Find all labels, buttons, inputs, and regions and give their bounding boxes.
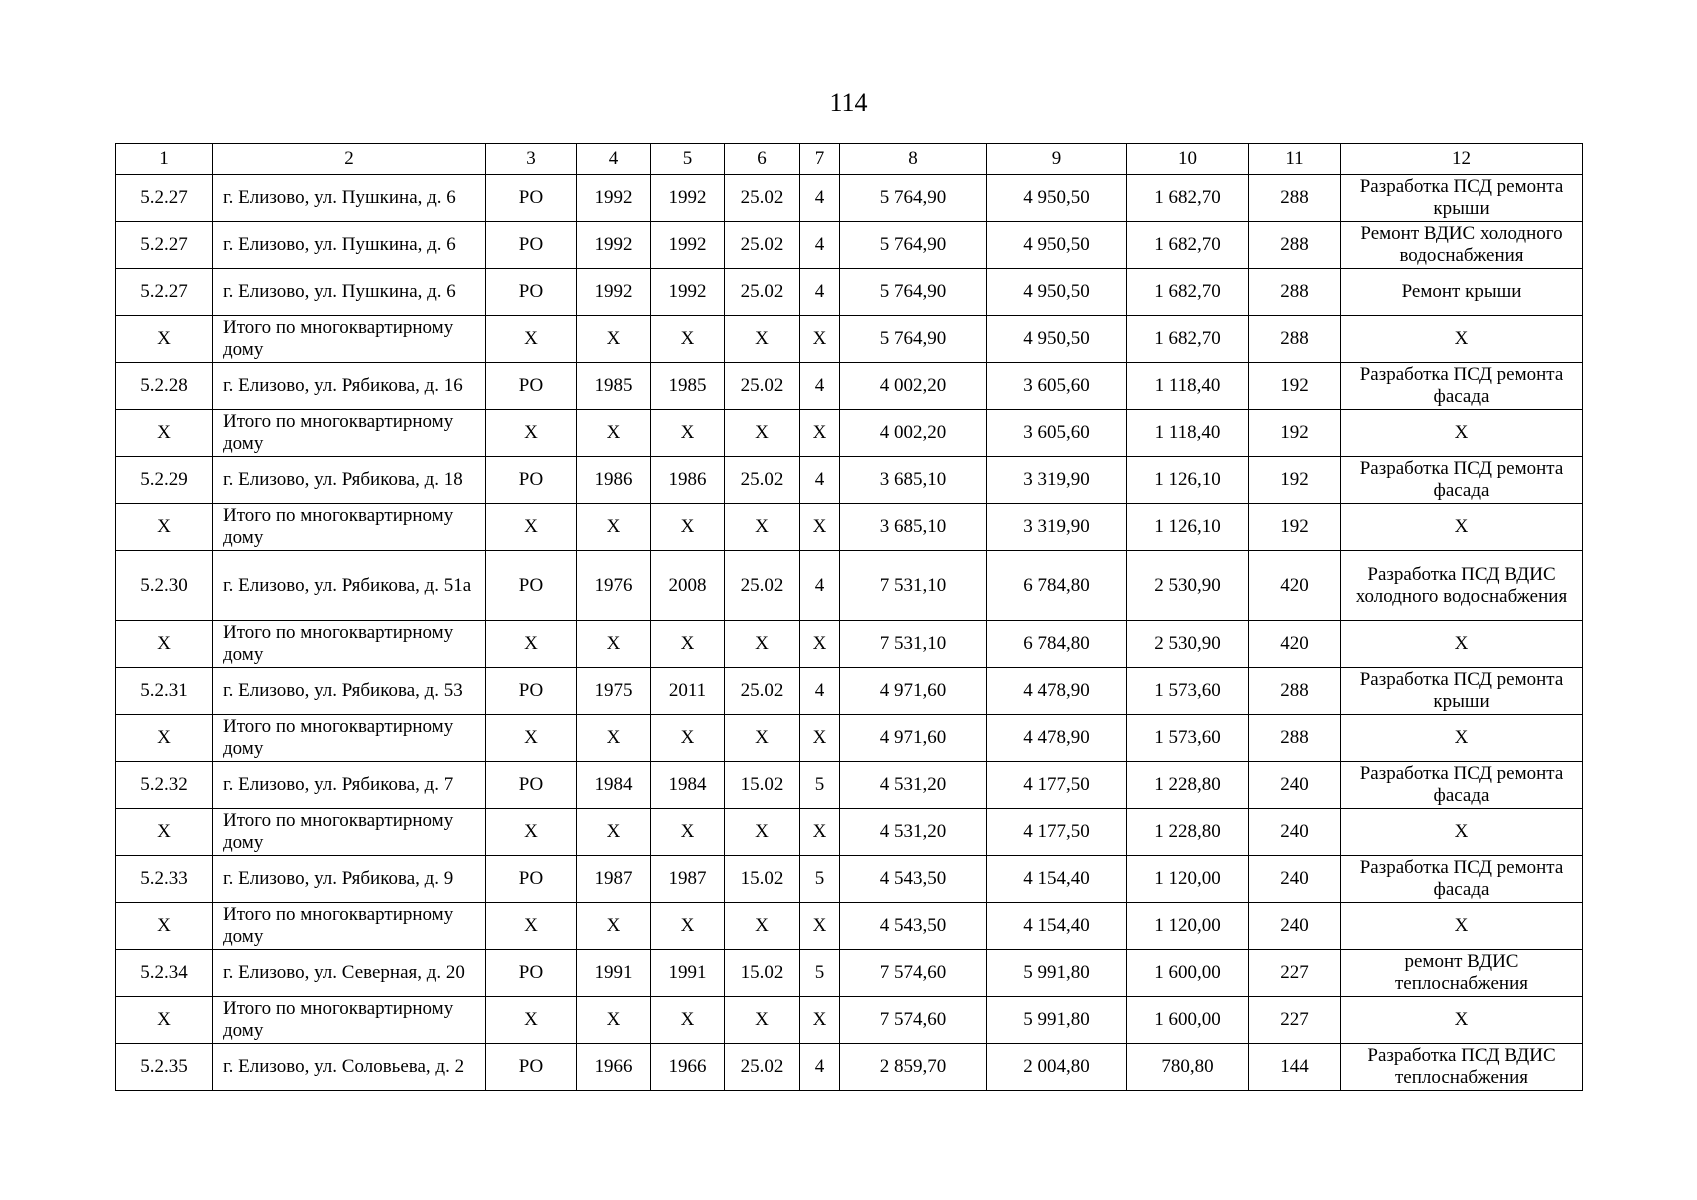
count-cell: X [800,997,840,1044]
work-type-cell: X [1341,504,1583,551]
type-cell: РО [486,222,577,269]
residents-cell: 240 [1249,856,1341,903]
type-cell: X [486,903,577,950]
area-cell: 1 600,00 [1127,950,1249,997]
item-number-cell: X [116,410,213,457]
year-cell: 1992 [651,222,725,269]
year-cell: 1985 [651,363,725,410]
year-cell: X [577,809,651,856]
area-cell: 4 950,50 [987,269,1127,316]
area-cell: 4 177,50 [987,762,1127,809]
code-cell: X [725,316,800,363]
type-cell: X [486,410,577,457]
year-cell: X [651,316,725,363]
page-number: 114 [829,88,868,117]
residents-cell: 288 [1249,668,1341,715]
residents-cell: 192 [1249,410,1341,457]
residents-cell: 192 [1249,504,1341,551]
column-number: 5 [651,144,725,175]
type-cell: РО [486,762,577,809]
area-cell: 5 991,80 [987,950,1127,997]
work-type-cell: X [1341,621,1583,668]
area-cell: 4 531,20 [840,762,987,809]
residents-cell: 420 [1249,551,1341,621]
area-cell: 4 002,20 [840,363,987,410]
area-cell: 3 319,90 [987,457,1127,504]
work-type-cell: Разработка ПСД ремонта фасада [1341,363,1583,410]
count-cell: 4 [800,1044,840,1091]
type-cell: РО [486,269,577,316]
code-cell: X [725,410,800,457]
type-cell: X [486,316,577,363]
address-cell: г. Елизово, ул. Пушкина, д. 6 [213,222,486,269]
year-cell: 1987 [651,856,725,903]
address-cell: г. Елизово, ул. Рябикова, д. 18 [213,457,486,504]
residents-cell: 192 [1249,457,1341,504]
year-cell: 1992 [577,175,651,222]
column-number: 11 [1249,144,1341,175]
year-cell: 1975 [577,668,651,715]
type-cell: X [486,621,577,668]
area-cell: 1 682,70 [1127,175,1249,222]
area-cell: 2 530,90 [1127,551,1249,621]
area-cell: 1 600,00 [1127,997,1249,1044]
residents-cell: 288 [1249,175,1341,222]
work-type-cell: Разработка ПСД ВДИС теплоснабжения [1341,1044,1583,1091]
area-cell: 3 685,10 [840,457,987,504]
address-cell: г. Елизово, ул. Рябикова, д. 7 [213,762,486,809]
year-cell: X [651,621,725,668]
residents-cell: 420 [1249,621,1341,668]
capital-repair-table [115,143,1583,1091]
year-cell: X [577,410,651,457]
residents-cell: 192 [1249,363,1341,410]
work-type-cell: Разработка ПСД ВДИС холодного водоснабжения [1341,551,1583,621]
count-cell: 4 [800,269,840,316]
residents-cell: 144 [1249,1044,1341,1091]
code-cell: 25.02 [725,222,800,269]
address-cell: г. Елизово, ул. Рябикова, д. 51а [213,551,486,621]
address-cell: Итого по многоквартирному дому [213,504,486,551]
year-cell: 1984 [577,762,651,809]
type-cell: X [486,715,577,762]
item-number-cell: X [116,903,213,950]
area-cell: 5 764,90 [840,175,987,222]
table-row [116,1044,1583,1091]
code-cell: X [725,997,800,1044]
table-row [116,856,1583,903]
area-cell: 1 228,80 [1127,762,1249,809]
year-cell: X [651,903,725,950]
residents-cell: 240 [1249,762,1341,809]
residents-cell: 288 [1249,269,1341,316]
column-number: 2 [213,144,486,175]
area-cell: 780,80 [1127,1044,1249,1091]
year-cell: 2011 [651,668,725,715]
work-type-cell: Разработка ПСД ремонта фасада [1341,762,1583,809]
area-cell: 2 530,90 [1127,621,1249,668]
address-cell: Итого по многоквартирному дому [213,903,486,950]
code-cell: X [725,809,800,856]
code-cell: X [725,621,800,668]
area-cell: 4 154,40 [987,856,1127,903]
count-cell: X [800,621,840,668]
count-cell: 4 [800,551,840,621]
area-cell: 1 682,70 [1127,269,1249,316]
area-cell: 5 764,90 [840,316,987,363]
column-number: 4 [577,144,651,175]
item-number-cell: X [116,809,213,856]
item-number-cell: 5.2.30 [116,551,213,621]
count-cell: X [800,316,840,363]
year-cell: X [577,715,651,762]
residents-cell: 240 [1249,903,1341,950]
year-cell: 1987 [577,856,651,903]
address-cell: Итого по многоквартирному дому [213,715,486,762]
year-cell: 1966 [651,1044,725,1091]
area-cell: 1 573,60 [1127,715,1249,762]
work-type-cell: X [1341,997,1583,1044]
area-cell: 6 784,80 [987,621,1127,668]
table-row [116,762,1583,809]
item-number-cell: X [116,504,213,551]
table-row [116,551,1583,621]
area-cell: 4 531,20 [840,809,987,856]
count-cell: 4 [800,457,840,504]
area-cell: 4 177,50 [987,809,1127,856]
area-cell: 1 126,10 [1127,457,1249,504]
work-type-cell: X [1341,903,1583,950]
code-cell: 25.02 [725,363,800,410]
count-cell: X [800,809,840,856]
code-cell: 25.02 [725,269,800,316]
table-row [116,222,1583,269]
year-cell: 1966 [577,1044,651,1091]
column-number: 7 [800,144,840,175]
total-row [116,316,1583,363]
column-number: 8 [840,144,987,175]
total-row [116,715,1583,762]
type-cell: РО [486,551,577,621]
year-cell: 1985 [577,363,651,410]
area-cell: 7 574,60 [840,997,987,1044]
code-cell: 25.02 [725,1044,800,1091]
year-cell: X [577,621,651,668]
work-type-cell: Разработка ПСД ремонта крыши [1341,175,1583,222]
year-cell: X [651,997,725,1044]
count-cell: X [800,903,840,950]
total-row [116,410,1583,457]
area-cell: 5 764,90 [840,222,987,269]
work-type-cell: Ремонт ВДИС холодного водоснабжения [1341,222,1583,269]
table-row [116,668,1583,715]
year-cell: X [651,809,725,856]
item-number-cell: X [116,715,213,762]
item-number-cell: X [116,316,213,363]
code-cell: 25.02 [725,551,800,621]
total-row [116,903,1583,950]
year-cell: 1991 [577,950,651,997]
type-cell: РО [486,668,577,715]
work-type-cell: X [1341,809,1583,856]
table-row [116,950,1583,997]
type-cell: РО [486,457,577,504]
address-cell: Итого по многоквартирному дому [213,997,486,1044]
residents-cell: 227 [1249,950,1341,997]
code-cell: 15.02 [725,762,800,809]
year-cell: 1992 [651,175,725,222]
address-cell: г. Елизово, ул. Пушкина, д. 6 [213,175,486,222]
area-cell: 3 605,60 [987,363,1127,410]
area-cell: 1 228,80 [1127,809,1249,856]
residents-cell: 240 [1249,809,1341,856]
item-number-cell: 5.2.27 [116,269,213,316]
type-cell: РО [486,1044,577,1091]
year-cell: X [577,903,651,950]
item-number-cell: 5.2.27 [116,222,213,269]
year-cell: 2008 [651,551,725,621]
year-cell: 1992 [577,269,651,316]
count-cell: 5 [800,762,840,809]
area-cell: 4 950,50 [987,316,1127,363]
work-type-cell: Ремонт крыши [1341,269,1583,316]
residents-cell: 227 [1249,997,1341,1044]
count-cell: 4 [800,363,840,410]
area-cell: 4 950,50 [987,175,1127,222]
area-cell: 5 991,80 [987,997,1127,1044]
address-cell: г. Елизово, ул. Рябикова, д. 9 [213,856,486,903]
count-cell: 5 [800,950,840,997]
work-type-cell: X [1341,316,1583,363]
work-type-cell: Разработка ПСД ремонта фасада [1341,457,1583,504]
table-row [116,363,1583,410]
type-cell: X [486,809,577,856]
count-cell: X [800,504,840,551]
year-cell: 1986 [651,457,725,504]
item-number-cell: 5.2.29 [116,457,213,504]
year-cell: X [577,504,651,551]
count-cell: 4 [800,222,840,269]
area-cell: 1 118,40 [1127,363,1249,410]
area-cell: 2 004,80 [987,1044,1127,1091]
address-cell: г. Елизово, ул. Пушкина, д. 6 [213,269,486,316]
area-cell: 3 685,10 [840,504,987,551]
count-cell: X [800,715,840,762]
work-type-cell: Разработка ПСД ремонта фасада [1341,856,1583,903]
area-cell: 3 319,90 [987,504,1127,551]
item-number-cell: 5.2.27 [116,175,213,222]
address-cell: Итого по многоквартирному дому [213,621,486,668]
type-cell: РО [486,950,577,997]
area-cell: 4 154,40 [987,903,1127,950]
item-number-cell: 5.2.33 [116,856,213,903]
address-cell: г. Елизово, ул. Северная, д. 20 [213,950,486,997]
year-cell: X [651,715,725,762]
year-cell: 1992 [651,269,725,316]
area-cell: 5 764,90 [840,269,987,316]
code-cell: 25.02 [725,457,800,504]
column-number: 12 [1341,144,1583,175]
area-cell: 4 478,90 [987,668,1127,715]
work-type-cell: X [1341,410,1583,457]
total-row [116,621,1583,668]
count-cell: X [800,410,840,457]
area-cell: 1 682,70 [1127,222,1249,269]
work-type-cell: Разработка ПСД ремонта крыши [1341,668,1583,715]
year-cell: 1984 [651,762,725,809]
column-number: 9 [987,144,1127,175]
area-cell: 1 573,60 [1127,668,1249,715]
address-cell: Итого по многоквартирному дому [213,316,486,363]
area-cell: 7 531,10 [840,551,987,621]
total-row [116,809,1583,856]
address-cell: Итого по многоквартирному дому [213,410,486,457]
item-number-cell: 5.2.35 [116,1044,213,1091]
code-cell: 25.02 [725,175,800,222]
residents-cell: 288 [1249,715,1341,762]
type-cell: X [486,997,577,1044]
column-number: 6 [725,144,800,175]
area-cell: 4 950,50 [987,222,1127,269]
total-row [116,504,1583,551]
address-cell: г. Елизово, ул. Соловьева, д. 2 [213,1044,486,1091]
area-cell: 2 859,70 [840,1044,987,1091]
address-cell: г. Елизово, ул. Рябикова, д. 16 [213,363,486,410]
type-cell: РО [486,856,577,903]
year-cell: 1991 [651,950,725,997]
code-cell: X [725,715,800,762]
area-cell: 4 543,50 [840,856,987,903]
area-cell: 4 002,20 [840,410,987,457]
type-cell: X [486,504,577,551]
area-cell: 6 784,80 [987,551,1127,621]
area-cell: 1 682,70 [1127,316,1249,363]
code-cell: X [725,504,800,551]
count-cell: 5 [800,856,840,903]
area-cell: 4 543,50 [840,903,987,950]
table-row [116,269,1583,316]
address-cell: Итого по многоквартирному дому [213,809,486,856]
residents-cell: 288 [1249,222,1341,269]
year-cell: 1986 [577,457,651,504]
code-cell: X [725,903,800,950]
year-cell: X [577,997,651,1044]
area-cell: 1 118,40 [1127,410,1249,457]
area-cell: 1 120,00 [1127,856,1249,903]
item-number-cell: 5.2.32 [116,762,213,809]
code-cell: 15.02 [725,950,800,997]
area-cell: 4 478,90 [987,715,1127,762]
area-cell: 1 120,00 [1127,903,1249,950]
area-cell: 7 574,60 [840,950,987,997]
item-number-cell: 5.2.28 [116,363,213,410]
column-number: 3 [486,144,577,175]
year-cell: X [577,316,651,363]
residents-cell: 288 [1249,316,1341,363]
column-number-row [116,144,1583,175]
area-cell: 3 605,60 [987,410,1127,457]
table-body [116,144,1583,1091]
count-cell: 4 [800,668,840,715]
code-cell: 25.02 [725,668,800,715]
area-cell: 7 531,10 [840,621,987,668]
type-cell: РО [486,363,577,410]
area-cell: 4 971,60 [840,715,987,762]
item-number-cell: 5.2.31 [116,668,213,715]
work-type-cell: ремонт ВДИС теплоснабжения [1341,950,1583,997]
year-cell: 1992 [577,222,651,269]
work-type-cell: X [1341,715,1583,762]
count-cell: 4 [800,175,840,222]
code-cell: 15.02 [725,856,800,903]
type-cell: РО [486,175,577,222]
item-number-cell: 5.2.34 [116,950,213,997]
column-number: 1 [116,144,213,175]
year-cell: 1976 [577,551,651,621]
table-row [116,457,1583,504]
year-cell: X [651,504,725,551]
area-cell: 1 126,10 [1127,504,1249,551]
item-number-cell: X [116,997,213,1044]
item-number-cell: X [116,621,213,668]
total-row [116,997,1583,1044]
column-number: 10 [1127,144,1249,175]
address-cell: г. Елизово, ул. Рябикова, д. 53 [213,668,486,715]
area-cell: 4 971,60 [840,668,987,715]
year-cell: X [651,410,725,457]
table-row [116,175,1583,222]
